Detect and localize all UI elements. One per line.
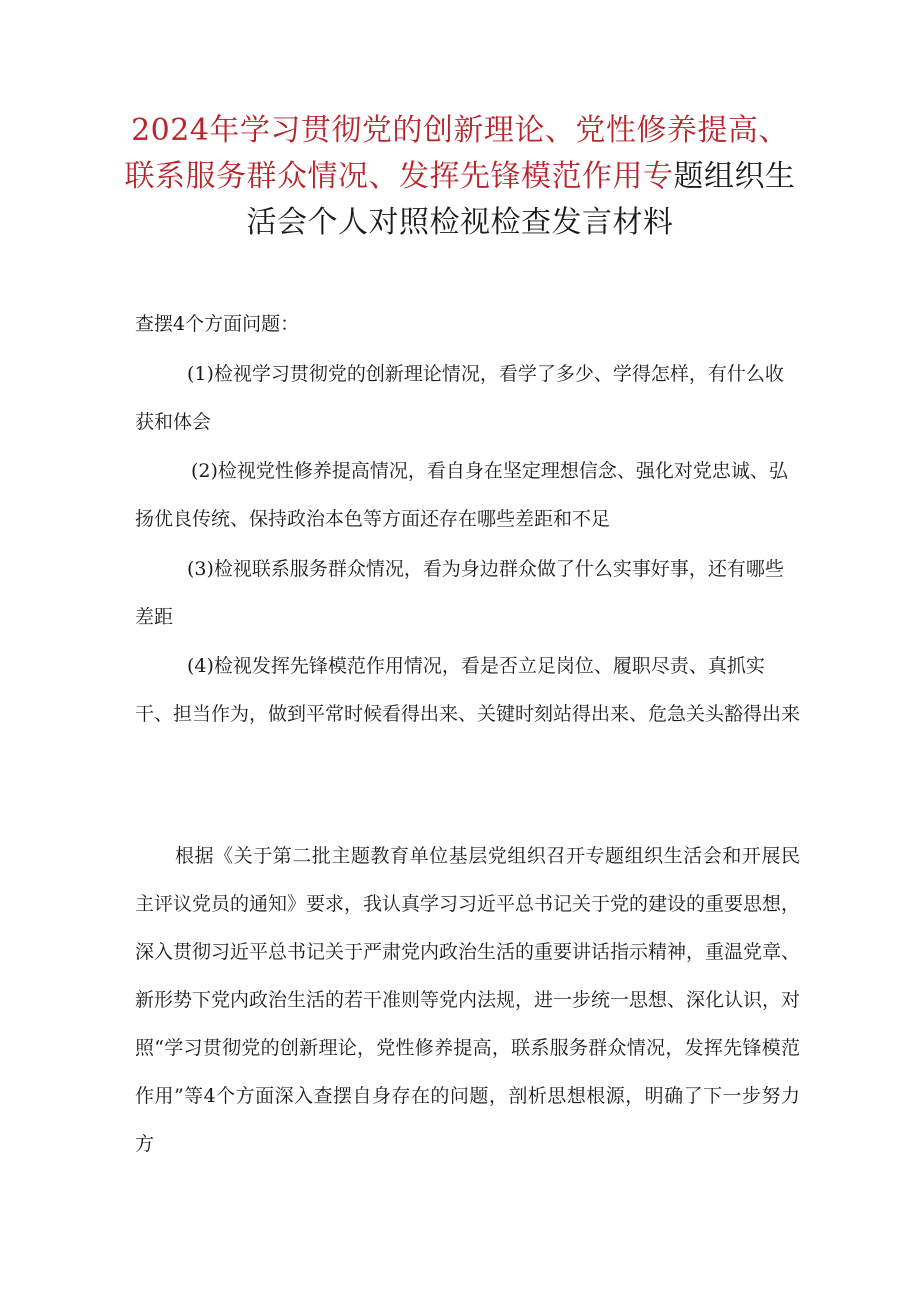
list-item: (3)检视联系服务群众情况，看为身边群众做了什么实事好事，还有哪些差距 — [135, 558, 784, 628]
list-item: (4)检视发挥先锋模范作用情况，看是否立足岗位、履职尽责、真抓实干、担当作为，做到平常时候看得出来、关键时刻站得出来、危急关头豁得出来 — [135, 655, 801, 725]
intro-line: 查摆4个方面问题： — [135, 313, 300, 335]
list-item: (2)检视党性修养提高情况，看自身在坚定理想信念、强化对党忠诚、弘扬优良传统、保持政治本色等方面还存在哪些差距和不足 — [135, 460, 788, 530]
list-item: (1)检视学习贯彻党的创新理论情况，看学了多少、学得怎样，有什么收获和体会 — [135, 363, 784, 433]
document-title-red-part: 2024年学习贯彻党的创新理论、党性修养提高、联系服务群众情况、发挥先锋模范作用专 — [124, 113, 789, 194]
main-paragraph: 根据《关于第二批主题教育单位基层党组织召开专题组织生活会和开展民主评议党员的通知》要求，我认真学习习近平总书记关于党的建设的重要思想，深入贯彻习近平总书记关于严肃党内政治生活的重要讲话指示精神，重温党章、新形势下党内政治生活的若干准则等党内法规，进一步统一思想、深化认识，对照“学习贯彻党的创新理论，党性修养提高，联系服务群众情况，发挥先锋模范作用”等4个方面深入查摆自身存在的问题，剖析思想根源，明确了下一步努力方 — [135, 845, 801, 1155]
document-title — [120, 108, 800, 246]
document-title-black-part: 题组织生活会个人对照检视检查发言材料 — [246, 159, 796, 240]
